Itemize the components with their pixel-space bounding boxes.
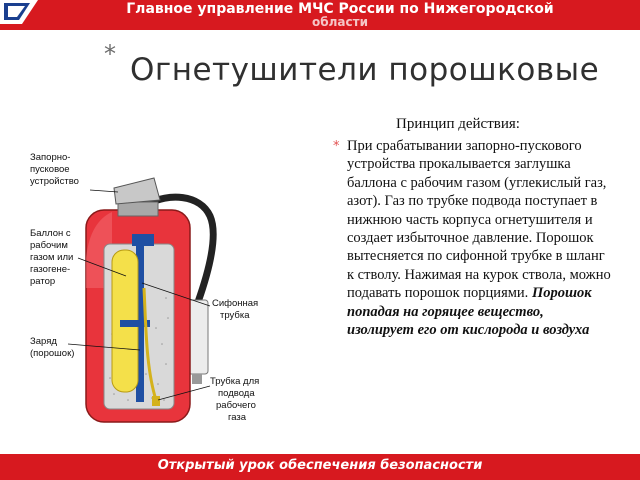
slide-title: Огнетушители порошковые (130, 52, 600, 88)
header-title-line1: Главное управление МЧС России по Нижегородской (126, 1, 554, 17)
label-valve: Запорно-пусковое устройство (30, 152, 79, 187)
principle-text-main: При срабатывании запорно-пускового устройства прокалывается заглушка баллона с рабочим газом (углекислый газ, азот). Газ по трубке подвода поступает в нижнюю часть корпуса огнетушителя и создает избыточное давление. Порошок вытесняется по сифонной трубке в шланг к стволу. Нажимая на курок ствола, можно подавать порошок порциями. (347, 138, 611, 302)
header-title (40, 1, 640, 28)
header-bar (0, 0, 640, 30)
valve-head (114, 178, 160, 204)
principle-text (347, 137, 613, 339)
label-siphon: Сифонная трубка (212, 298, 259, 321)
label-charge: Заряд (порошок) (30, 336, 75, 359)
label-gas-tube: Трубка для подвода рабочего газа (210, 376, 260, 423)
principle-text-emphasis: Порошок попадая на горящее вещество, изолирует его от кислорода и воздуха (347, 285, 592, 339)
mchs-logo-icon (0, 0, 38, 24)
footer-text: Открытый урок обеспечения безопасности (157, 458, 483, 473)
footer-bar (0, 454, 640, 480)
label-cylinder: Баллон с рабочим газом или газогене-ратор (30, 228, 74, 287)
title-bullet: * (104, 40, 116, 68)
nozzle (188, 300, 208, 374)
header-title-line2: области (312, 15, 368, 29)
extinguisher-diagram (28, 138, 268, 438)
principle-body (333, 137, 613, 339)
principle-heading: Принцип действия: (396, 116, 520, 132)
body-bullet: * (333, 139, 340, 154)
